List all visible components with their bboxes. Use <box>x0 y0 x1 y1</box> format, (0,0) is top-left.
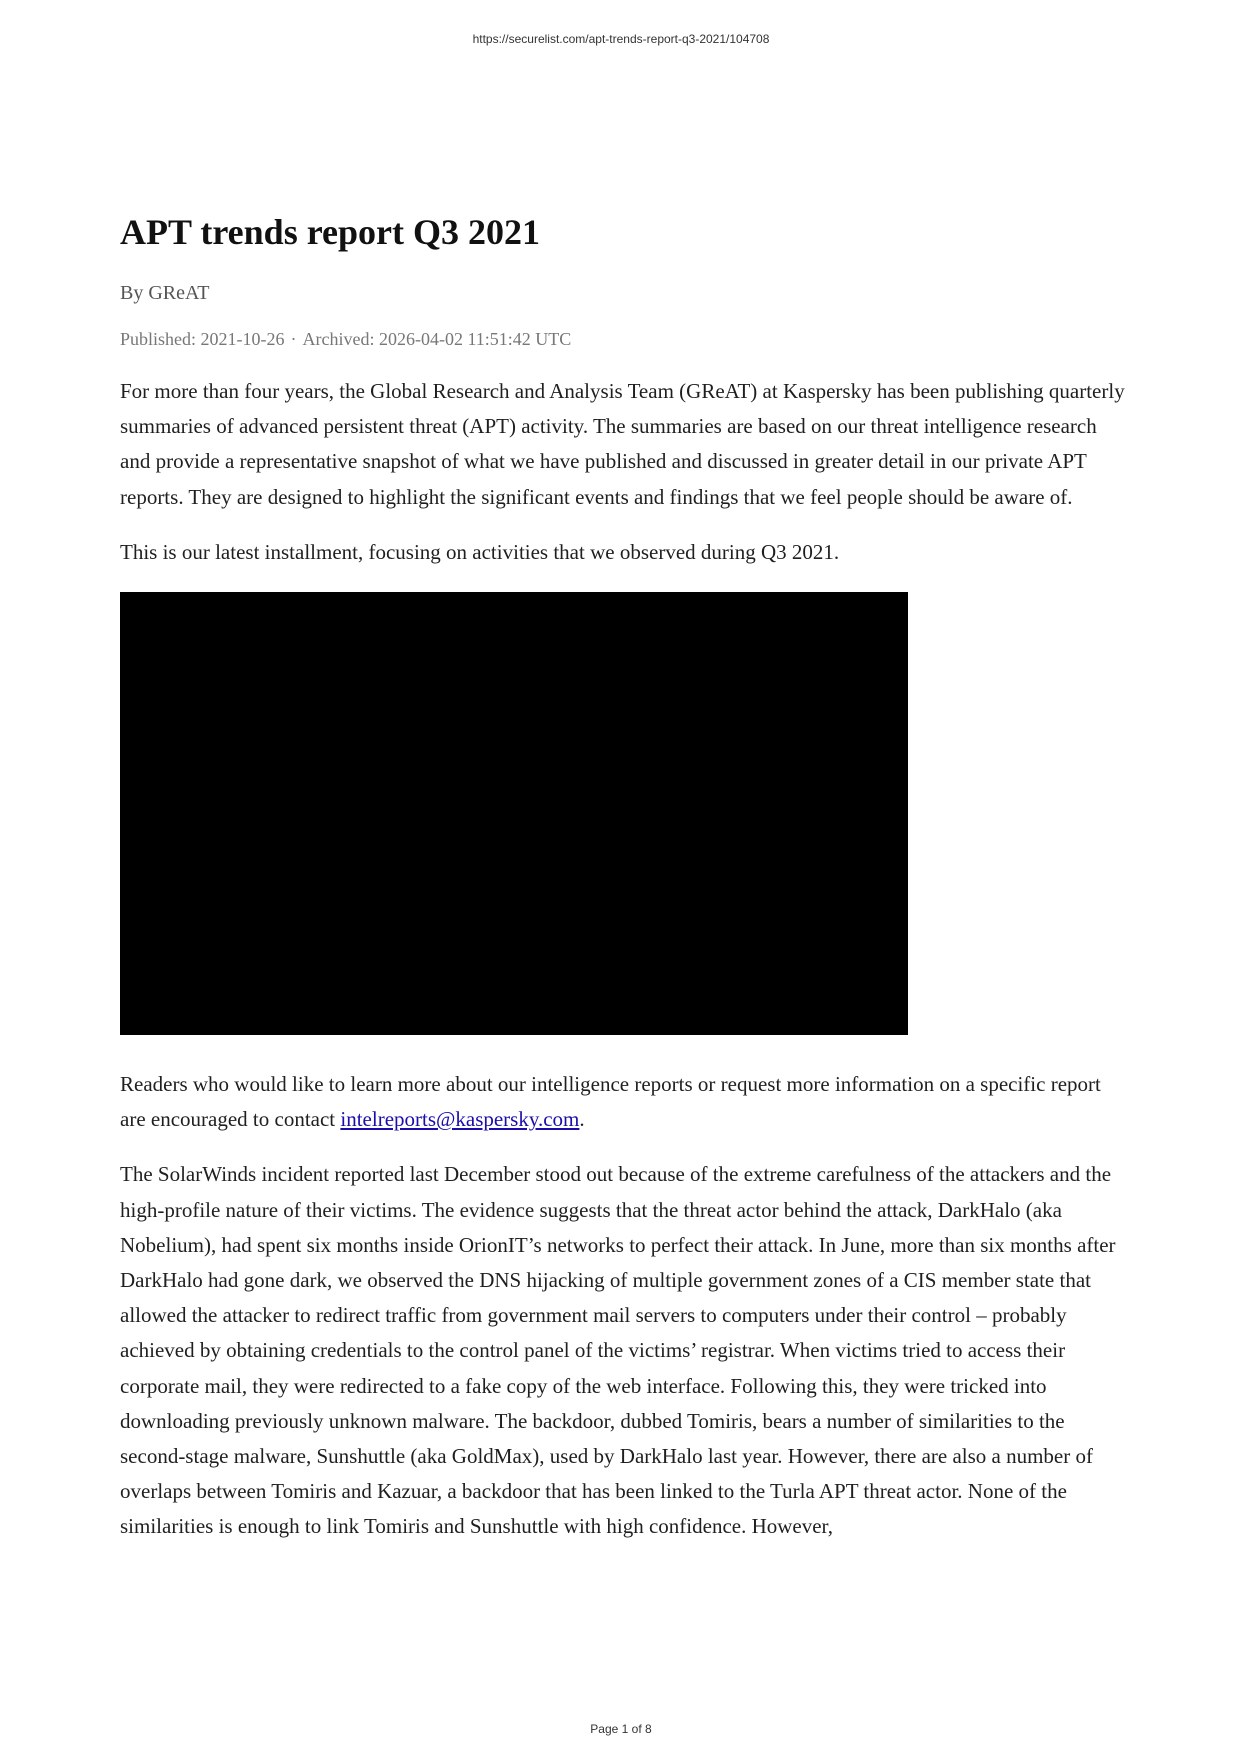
page-number-footer: Page 1 of 8 <box>590 1722 652 1736</box>
contact-email-link[interactable]: intelreports@kaspersky.com <box>340 1107 580 1132</box>
archived-date: Archived: 2026-04-02 11:51:42 UTC <box>302 329 572 349</box>
article <box>120 208 1130 1545</box>
body-paragraph: The SolarWinds incident reported last December stood out because of the extreme carefulness of the attackers and the high-profile nature of their victims. The evidence suggests that the threat actor behind the attack, DarkHalo (aka Nobelium), had spent six months inside OrionIT’s networks to perfect their attack. In June, more than six months after DarkHalo had gone dark, we observed the DNS hijacking of multiple government zones of a CIS member state that allowed the attacker to redirect traffic from government mail servers to computers under their control – probably achieved by obtaining credentials to the control panel of the victims’ registrar. When victims tried to access their corporate mail, they were redirected to a fake copy of the web interface. Following this, they were tricked into downloading previously unknown malware. The backdoor, dubbed Tomiris, bears a number of similarities to the second-stage malware, Sunshuttle (aka GoldMax), used by DarkHalo last year. However, there are also a number of overlaps between Tomiris and Kazuar, a backdoor that has been linked to the Turla APT threat actor. None of the similarities is enough to link Tomiris and Sunshuttle with high confidence. However, <box>120 1162 1116 1539</box>
contact-text-end: . <box>579 1107 585 1132</box>
page-url-header: https://securelist.com/apt-trends-report-q3-2021/104708 <box>472 32 770 46</box>
intro-paragraph-1: For more than four years, the Global Research and Analysis Team (GReAT) at Kaspersky has been publishing quarterly summaries of advanced persistent threat (APT) activity. The summaries are based on our threat intelligence research and provide a representative snapshot of what we have published and discussed in greater detail in our private APT reports. They are designed to highlight the significant events and findings that we feel people should be aware of. <box>120 379 1125 509</box>
article-byline: By GReAT <box>120 282 210 304</box>
article-image <box>120 592 908 1035</box>
article-meta <box>120 326 1130 352</box>
contact-text: Readers who would like to learn more about our intelligence reports or request more information on a specific report are encouraged to contact <box>120 1072 1101 1132</box>
contact-paragraph <box>120 1067 1130 1137</box>
meta-separator: · <box>290 329 297 349</box>
intro-paragraph-2: This is our latest installment, focusing on activities that we observed during Q3 2021. <box>120 539 840 564</box>
article-title: APT trends report Q3 2021 <box>120 212 540 252</box>
published-date: Published: 2021-10-26 <box>120 329 285 349</box>
